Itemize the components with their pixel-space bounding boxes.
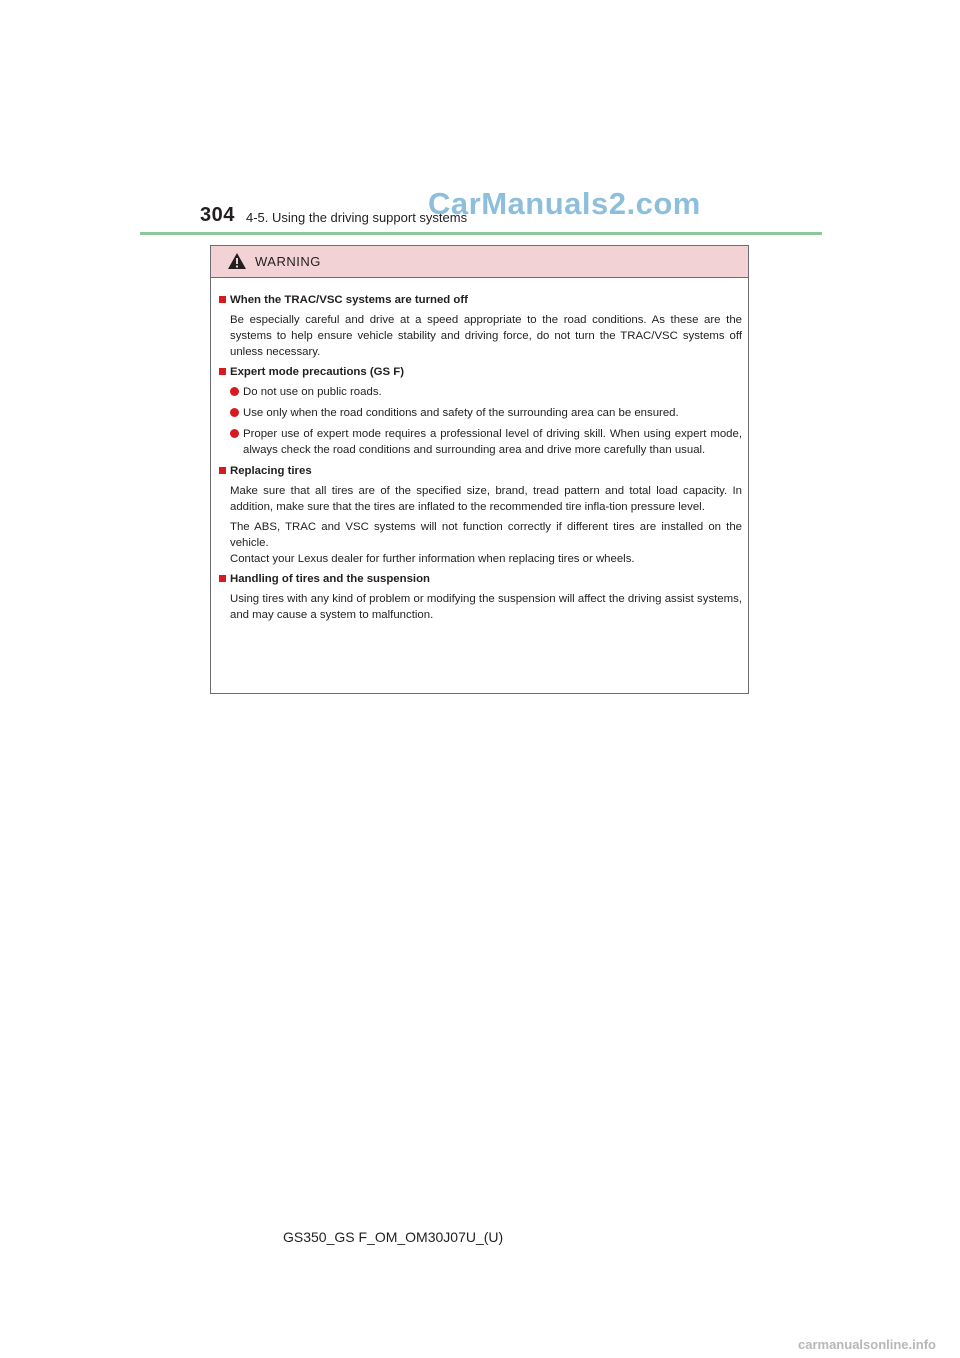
paragraph [219,519,742,551]
warning-body [211,278,748,623]
section-heading-tires-suspension: Handling of tires and the suspension [219,571,742,587]
warning-label: WARNING [255,254,321,269]
header-rule [140,232,822,235]
bullet-text: Use only when the road conditions and safety of the surrounding area can be ensured. [243,407,679,419]
list-item [219,384,742,400]
section-title: 4-5. Using the driving support systems [246,210,468,225]
section-heading-trac-vsc-off: When the TRAC/VSC systems are turned off [219,292,742,308]
warning-triangle-icon [227,252,247,270]
paragraph: Contact your Lexus dealer for further information when replacing tires or wheels. [230,553,635,565]
paragraph-line: The ABS, TRAC and VSC systems will not function correctly if different tires are installed on the vehicle. [230,521,742,549]
bullet-icon [230,408,239,417]
bullet-icon [230,387,239,396]
list-item [219,405,742,421]
page-number: 304 [200,204,235,226]
list-item [219,426,742,458]
paragraph: Be especially careful and drive at a speed appropriate to the road conditions. As these are the systems to help ensure vehicle stability and driving force, do not turn the TRAC/VSC systems off unless necessary. [230,314,742,358]
section-heading-replacing-tires: Replacing tires [219,463,742,479]
paragraph: Using tires with any kind of problem or modifying the suspension will affect the driving assist systems, and may cause a system to malfunction. [230,593,742,621]
bullet-text: Proper use of expert mode requires a professional level of driving skill. When using expert mode, always check the road conditions and surrounding area and drive more carefully than usual. [243,428,742,456]
warning-box [210,245,749,694]
watermark-logo: CarManuals2.com [428,186,701,221]
bullet-icon [230,429,239,438]
section-heading-expert-mode: Expert mode precautions (GS F) [219,364,742,380]
warning-header [211,246,748,278]
watermark-footer: carmanualsonline.info [798,1337,936,1352]
bullet-text: Do not use on public roads. [243,386,382,398]
paragraph: Make sure that all tires are of the specified size, brand, tread pattern and total load capacity. In addition, make sure that the tires are inflated to the recommended tire infla-tion pressure level. [230,485,742,513]
manual-code: GS350_GS F_OM_OM30J07U_(U) [283,1229,504,1245]
